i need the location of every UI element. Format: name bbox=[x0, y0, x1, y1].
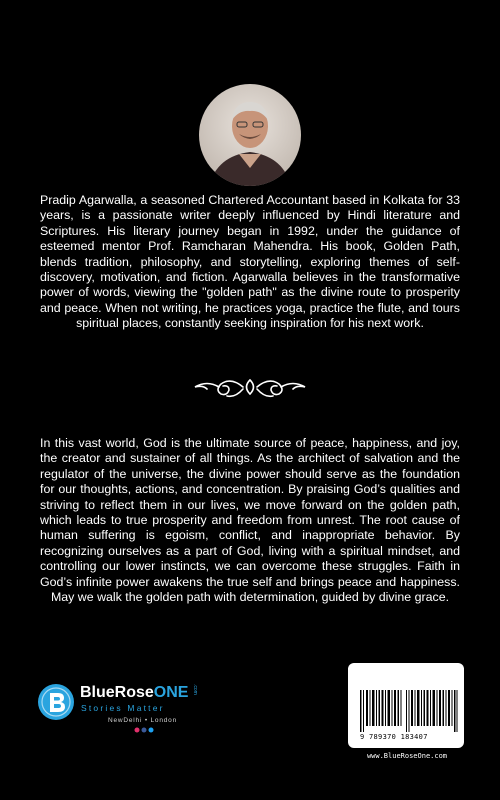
book-summary: In this vast world, God is the ultimate source of peace, happiness, and joy, the creator and sustainer of all things. As the architect of salvation and the regulator of the universe, the divine power should serve as the foundation for our thoughts, actions, and concentration. By praising God’s qualities and striving to reflect them in our lives, we move forward on the golden path, which leads to true prosperity and freedom from unrest. The root cause of human suffering is egoism, conflict, and inappropriate behavior. By recognizing ourselves as a part of God, living with a spiritual mindset, and controlling our lower instincts, we can overcome these struggles. Faith in God’s infinite power awakens the true self and brings peace and happiness. May we walk the golden path with determination, guided by divine grace. bbox=[40, 436, 460, 605]
publisher-name bbox=[80, 684, 188, 702]
author-bio: Pradip Agarwalla, a seasoned Chartered Accountant based in Kolkata for 33 years, is a passionate writer deeply influenced by Hindi literature and Scriptures. His literary journey began in 1992, under the guidance of esteemed mentor Prof. Ramcharan Mahendra. His book, Golden Path, blends tradition, philosophy, and storytelling, exploring themes of self-discovery, motivation, and fiction. Agarwalla believes in the transformative power of words, viewing the "golden path" as the divine route to prosperity and peace. When not writing, he practices yoga, practice the flute, and tours spiritual places, constantly seeking inspiration for his next work. bbox=[40, 193, 460, 331]
price-label: INR 321 bbox=[424, 675, 458, 685]
facebook-icon bbox=[142, 728, 147, 733]
publisher-name-suffix: .com bbox=[192, 684, 198, 695]
author-photo bbox=[199, 84, 301, 186]
barcode-icon bbox=[360, 690, 458, 732]
social-icons bbox=[134, 727, 156, 733]
publisher-name-main: BlueRose bbox=[80, 684, 154, 701]
bluerose-b-logo-icon bbox=[37, 683, 75, 721]
spine-title: GOLDEN PATH bbox=[340, 678, 349, 744]
publisher-name-accent: ONE bbox=[153, 684, 189, 701]
isbn-number: 9 789370 183407 bbox=[360, 733, 428, 741]
publisher-website: www.BlueRoseOne.com bbox=[366, 752, 448, 760]
twitter-icon bbox=[149, 728, 154, 733]
publisher-tagline: Stories Matter bbox=[81, 703, 165, 713]
publisher-cities: NewDelhi • London bbox=[108, 717, 177, 724]
instagram-icon bbox=[135, 728, 140, 733]
ornament-divider-icon bbox=[185, 372, 315, 402]
